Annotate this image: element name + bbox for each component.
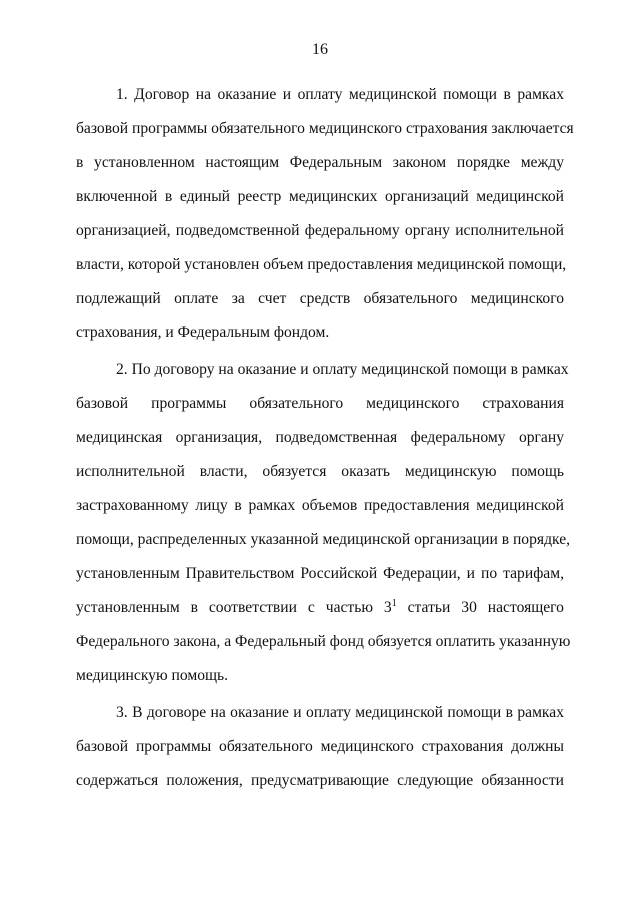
paragraph-line: установленным Правительством Российской Федерации, и по тарифам, (76, 565, 564, 582)
document-body (76, 78, 574, 798)
paragraph-line: медицинскую помощь. (76, 667, 229, 684)
line-text: установленным в соответствии с частью 3 (76, 599, 392, 616)
paragraph-line: власти, которой установлен объем предоставления медицинской помощи, (76, 256, 567, 273)
paragraph-line: содержаться положения, предусматривающие следующие обязанности (76, 772, 564, 789)
paragraph-line: в установленном настоящим Федеральным законом порядке между (76, 154, 564, 171)
paragraph-line: 1. Договор на оказание и оплату медицинской помощи в рамках (116, 86, 564, 103)
paragraph-line: 2. По договору на оказание и оплату медицинской помощи в рамках (116, 361, 569, 378)
paragraph-line: подлежащий оплате за счет средств обязательного медицинского (76, 290, 564, 307)
page-number: 16 (312, 41, 328, 58)
paragraph-line: базовой программы обязательного медицинского страхования (76, 395, 564, 412)
paragraph-line: помощи, распределенных указанной медицинской организации в порядке, (76, 531, 571, 548)
line-text-continuation: статьи 30 настоящего (396, 599, 564, 616)
paragraph-line: медицинская организация, подведомственная федеральному органу (76, 429, 564, 446)
paragraph-line: Федерального закона, а Федеральный фонд обязуется оплатить указанную (76, 633, 571, 650)
paragraph-line-with-superscript (76, 591, 564, 625)
paragraph-line: застрахованному лицу в рамках объемов предоставления медицинской (76, 497, 564, 514)
paragraph-line: организацией, подведомственной федеральному органу исполнительной (76, 222, 564, 239)
paragraph-1 (76, 78, 574, 350)
paragraph-line: 3. В договоре на оказание и оплату медицинской помощи в рамках (116, 704, 564, 721)
paragraph-line: базовой программы обязательного медицинского страхования должны (76, 738, 564, 755)
paragraph-line: страхования, и Федеральным фондом. (76, 324, 330, 341)
paragraph-line: включенной в единый реестр медицинских организаций медицинской (76, 188, 564, 205)
paragraph-line: базовой программы обязательного медицинского страхования заключается (76, 120, 574, 137)
superscript: 1 (391, 598, 397, 609)
paragraph-line: исполнительной власти, обязуется оказать медицинскую помощь (76, 463, 564, 480)
paragraph-2 (76, 353, 571, 693)
paragraph-3 (76, 696, 564, 798)
